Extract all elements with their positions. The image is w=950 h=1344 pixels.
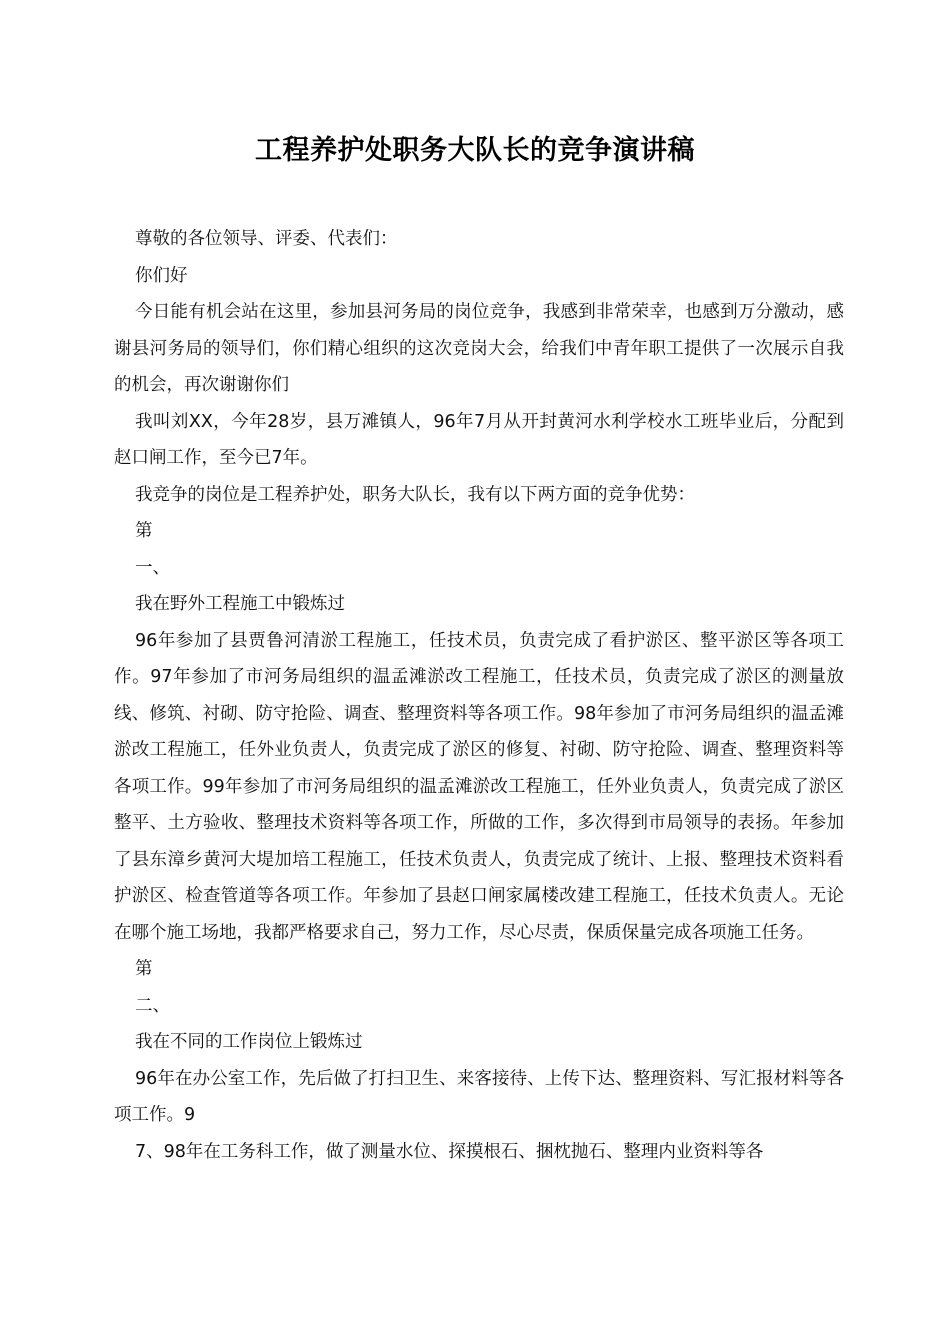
section-heading: 我在野外工程施工中锻炼过	[135, 594, 345, 614]
salutation: 尊敬的各位领导、评委、代表们：	[135, 229, 398, 249]
section-heading: 我在不同的工作岗位上锻炼过	[135, 1032, 363, 1052]
engineering-work-paragraph: 7、98年在工务科工作，做了测量水位、探摸根石、捆枕抛石、整理内业资料等各	[135, 1141, 764, 1162]
office-work-paragraph: 96年在办公室工作，先后做了打扫卫生、来客接待、上传下达、整理资料、写汇报材料等各项工作。9	[114, 1068, 844, 1125]
self-introduction-paragraph: 我叫刘XX，今年28岁，县万滩镇人，96年7月从开封黄河水利学校水工班毕业后，分配到赵口闸工作，至今已7年。	[114, 411, 844, 468]
greeting: 你们好	[135, 265, 188, 286]
field-work-paragraph: 96年参加了县贾鲁河清淤工程施工，任技术员，负责完成了看护淤区、整平淤区等各项工作。97年参加了市河务局组织的温孟滩淤改工程施工，任技术员，负责完成了淤区的测量放线、修筑、衬砌、防守抢险、调查、整理资料等各项工作。98年参加了市河务局组织的温孟滩淤改工程施工，任外业负责人，负责完成了淤区的修复、衬砌、防守抢险、调查、整理资料等各项工作。99年参加了市河务局组织的温孟滩淤改工程施工，任外业负责人，负责完成了淤区整平、土方验收、整理技术资料等各项工作，所做的工作，多次得到市局领导的表扬。年参加了县东漳乡黄河大堤加培工程施工，任技术负责人，负责完成了统计、上报、整理技术资料看护淤区、检查管道等各项工作。年参加了县赵口闸家属楼改建工程施工，任技术负责人。无论在哪个施工场地，我都严格要求自己，努力工作，尽心尽责，保质保量完成各项施工任务。	[114, 630, 844, 943]
section-marker: 第	[135, 521, 153, 541]
document-body	[114, 221, 844, 1170]
document-title: 工程养护处职务大队长的竞争演讲稿	[255, 135, 695, 166]
section-number: 一、	[135, 557, 170, 578]
section-number: 二、	[135, 995, 170, 1016]
position-paragraph: 我竞争的岗位是工程养护处，职务大队长，我有以下两方面的竞争优势：	[135, 484, 695, 505]
intro-paragraph: 今日能有机会站在这里，参加县河务局的岗位竞争，我感到非常荣幸，也感到万分激动，感谢县河务局的领导们，你们精心组织的这次竞岗大会，给我们中青年职工提供了一次展示自我的机会，再次谢谢你们	[114, 302, 844, 395]
section-marker: 第	[135, 959, 153, 979]
